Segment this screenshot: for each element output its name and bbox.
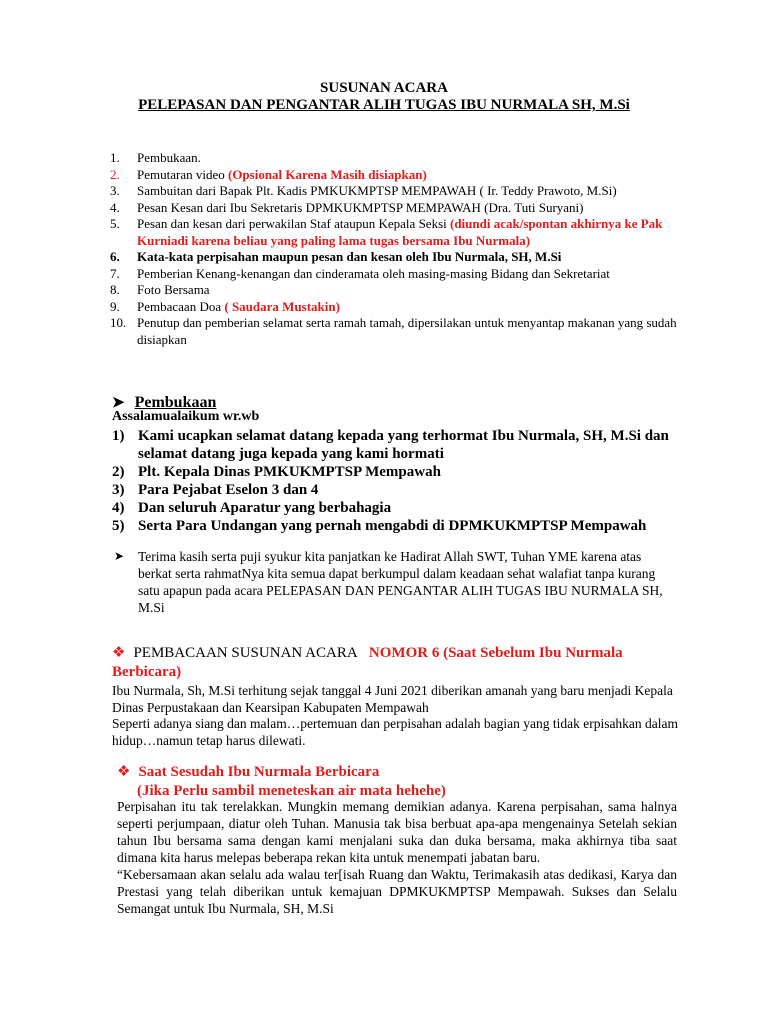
agenda-item: 2. Pemutaran video (Opsional Karena Masih disiapkan) — [110, 166, 427, 182]
thanks-paragraph: ➤ Terima kasih serta puji syukur kita panjatkan ke Hadirat Allah SWT, Tuhan YME karena atas berkat serta rahmatNya kita semua dapat berkumpul dalam keadaan sehat walafiat tanpa kurang satu apapun pada acara PELEPASAN DAN PENGANTAR ALIH TUGAS IBU NURMALA SH, M.Si — [114, 549, 663, 615]
agenda-item: 6. Kata-kata perpisahan maupun pesan dan kesan oleh Ibu Nurmala, SH, M.Si — [110, 249, 562, 264]
agenda-item: 4. Pesan Kesan dari Ibu Sekretaris DPMKUKMPTSP MEMPAWAH (Dra. Tuti Suryani) — [110, 199, 584, 215]
list-item: 2) Plt. Kepala Dinas PMKUKMPTSP Mempawah — [112, 464, 441, 480]
agenda-item: 10. Penutup dan pemberian selamat serta ramah tamah, dipersilakan untuk menyantap makanan yang sudah disiapkan — [110, 315, 677, 347]
agenda-item: 1. Pembukaan. — [110, 150, 201, 165]
agenda-item: 7. Pemberian Kenang-kenangan dan cinderamata oleh masing-masing Bidang dan Sekretariat — [110, 265, 610, 281]
salam-line: Assalamualaikum wr.wb — [112, 409, 260, 424]
arrow-bullet-icon: ➤ — [112, 395, 125, 411]
document-title: SUSUNAN ACARA — [320, 80, 448, 96]
list-item: 1) Kami ucapkan selamat datang kepada yang terhormat Ibu Nurmala, SH, M.Si dan selamat datang juga kepada yang kami hormati — [112, 428, 669, 462]
document-subtitle: PELEPASAN DAN PENGANTAR ALIH TUGAS IBU NURMALA SH, M.Si — [138, 97, 630, 113]
pembacaan-heading: ❖ PEMBACAAN SUSUNAN ACARA NOMOR 6 (Saat Sebelum Ibu Nurmala Berbicara) — [112, 645, 623, 680]
agenda-list — [110, 150, 690, 348]
agenda-item: 8. Foto Bersama — [110, 282, 210, 297]
agenda-item: 3. Sambuitan dari Bapak Plt. Kadis PMKUKMPTSP MEMPAWAH ( Ir. Teddy Prawoto, M.Si) — [110, 183, 617, 198]
sesudah-heading: ❖ Saat Sesudah Ibu Nurmala Berbicara (Jika Perlu sambil meneteskan air mata hehehe) — [117, 764, 446, 799]
diamond-bullet-icon: ❖ — [112, 645, 126, 661]
pembukaan-list — [112, 427, 672, 535]
sesudah-body: Perpisahan itu tak terelakkan. Mungkin memang demikian adanya. Karena perpisahan, sama halnya seperti perjumpaan, diatur oleh Tuhan. Manusia tak bisa berbuat apa-apa mengenainya Setelah sekian tahun Ibu bersama sama dengan kami menjalani suka dan duka bersama, maka akhirnya tiba saat dimana kita harus melepas beberapa rekan kita untuk menempati jabatan baru. “Kebersamaan akan selalu ada walau ter[isah Ruang dan Waktu, Terimakasih atas dedikasi, Karya dan Prestasi yang telah diberikan untuk kemajuan DPMKUKMPTSP Mempawah. Sukses dan Selalu Semangat untuk Ibu Nurmala, SH, M.Si — [117, 799, 677, 916]
diamond-bullet-icon: ❖ — [117, 764, 131, 780]
agenda-item: 5. Pesan dan kesan dari perwakilan Staf ataupun Kepala Seksi (diundi acak/spontan akhirnya ke Pak Kurniadi karena beliau yang paling lama tugas bersama Ibu Nurmala) — [110, 216, 663, 248]
agenda-item: 9. Pembacaan Doa ( Saudara Mustakin) — [110, 298, 340, 314]
list-item: 4) Dan seluruh Aparatur yang berbahagia — [112, 500, 392, 516]
pembukaan-heading: ➤ Pembukaan — [112, 393, 217, 411]
pembacaan-body: Ibu Nurmala, Sh, M.Si terhitung sejak tanggal 4 Juni 2021 diberikan amanah yang baru menjadi Kepala Dinas Perpustakaan dan Kearsipan Kabupaten Mempawah Seperti adanya siang dan malam…pertemuan dan perpisahan adalah bagian yang tidak erpisahkan dalam hidup…namun tetap harus dilewati. — [112, 683, 679, 748]
list-item: 3) Para Pejabat Eselon 3 dan 4 — [112, 482, 319, 498]
arrow-bullet-icon: ➤ — [114, 549, 125, 563]
list-item: 5) Serta Para Undangan yang pernah mengabdi di DPMKUKMPTSP Mempawah — [112, 518, 647, 534]
